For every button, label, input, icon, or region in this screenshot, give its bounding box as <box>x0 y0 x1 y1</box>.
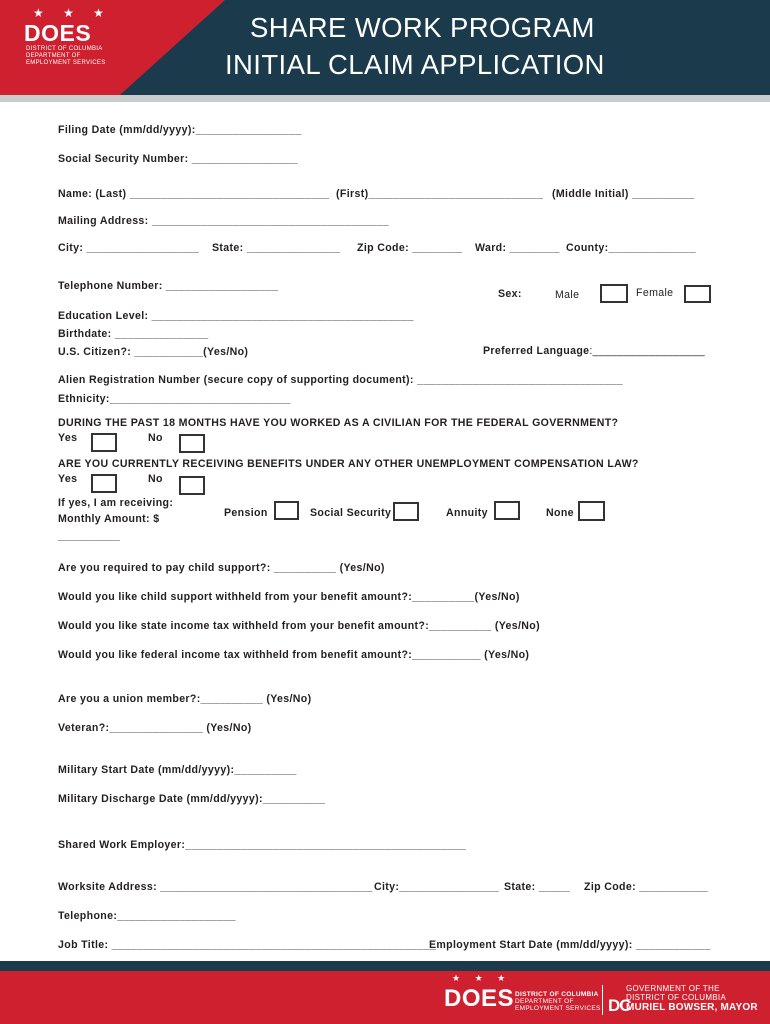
preferred-language-blank[interactable]: :__________________ <box>589 345 706 357</box>
education-field[interactable]: Education Level: __________________________________________ <box>58 310 414 322</box>
state-tax-withheld-field[interactable]: Would you like state income tax withheld from your benefit amount?:__________ (Yes/No) <box>58 620 541 632</box>
child-support-withheld-field[interactable]: Would you like child support withheld from your benefit amount?:__________(Yes/No) <box>58 591 520 603</box>
pension-checkbox[interactable] <box>274 501 299 520</box>
child-support-field[interactable]: Are you required to pay child support?: __________ (Yes/No) <box>58 562 385 574</box>
federal-yes-label: Yes <box>58 432 78 444</box>
footer-logo-text: DOES <box>444 985 515 1012</box>
veteran-field[interactable]: Veteran?:_______________ (Yes/No) <box>58 722 252 734</box>
footer-logo-sub1: DISTRICT OF COLUMBIA <box>515 991 599 998</box>
alien-registration-field[interactable]: Alien Registration Number (secure copy of supporting document): _________________________________ <box>58 374 624 386</box>
header-logo-sub2: DEPARTMENT OF <box>26 53 81 59</box>
gov-line2: DISTRICT OF COLUMBIA <box>626 993 727 1002</box>
monthly-amount-blank[interactable]: __________ <box>58 530 121 542</box>
federal-tax-withheld-field[interactable]: Would you like federal income tax withheld from benefit amount?:___________ (Yes/No) <box>58 649 530 661</box>
county-field[interactable]: County:______________ <box>566 242 696 254</box>
female-label: Female <box>636 287 674 299</box>
footer-divider <box>602 985 603 1015</box>
worksite-address-field[interactable]: Worksite Address: __________________________________ <box>58 881 373 893</box>
filing-date-field[interactable]: Filing Date (mm/dd/yyyy):_________________ <box>58 124 302 136</box>
federal-no-label: No <box>148 432 163 444</box>
dc-mark-icon: DC <box>608 996 631 1015</box>
page-title-line1: SHARE WORK PROGRAM <box>250 12 595 43</box>
military-start-field[interactable]: Military Start Date (mm/dd/yyyy):__________ <box>58 764 297 776</box>
none-label: None <box>546 507 574 519</box>
male-checkbox[interactable] <box>600 284 628 303</box>
other-benefits-question: ARE YOU CURRENTLY RECEIVING BENEFITS UNDER ANY OTHER UNEMPLOYMENT COMPENSATION LAW? <box>58 458 639 470</box>
header-logo-sub1: DISTRICT OF COLUMBIA <box>26 46 103 52</box>
shared-work-employer-field[interactable]: Shared Work Employer:_____________________________________________ <box>58 839 467 851</box>
ssn-field[interactable]: Social Security Number: _________________ <box>58 153 298 165</box>
middle-initial-field[interactable]: (Middle Initial) __________ <box>552 188 695 200</box>
male-label: Male <box>555 289 580 301</box>
preferred-language-field[interactable] <box>483 345 705 357</box>
annuity-label: Annuity <box>446 507 488 519</box>
pension-label: Pension <box>224 507 268 519</box>
benefits-no-label: No <box>148 473 163 485</box>
footer-logo-sub3: EMPLOYMENT SERVICES <box>515 1005 601 1012</box>
last-name-field[interactable]: Name: (Last) ________________________________ <box>58 188 330 200</box>
benefits-yes-checkbox[interactable] <box>91 474 117 493</box>
header-logo-text: DOES <box>24 20 92 46</box>
mailing-address-field[interactable]: Mailing Address: ______________________________________ <box>58 215 390 227</box>
worksite-zip-field[interactable]: Zip Code: ___________ <box>584 881 708 893</box>
state-field[interactable]: State: _______________ <box>212 242 341 254</box>
female-checkbox[interactable] <box>684 285 711 303</box>
zip-code-field[interactable]: Zip Code: ________ <box>357 242 463 254</box>
us-citizen-field[interactable]: U.S. Citizen?: ___________(Yes/No) <box>58 346 249 358</box>
worksite-telephone-field[interactable]: Telephone:___________________ <box>58 910 236 922</box>
preferred-language-label: Preferred Language <box>483 345 590 357</box>
gov-line3: MURIEL BOWSER, MAYOR <box>626 1002 758 1013</box>
ward-field[interactable]: Ward: ________ <box>475 242 560 254</box>
city-field[interactable]: City: __________________ <box>58 242 199 254</box>
social-security-checkbox[interactable] <box>393 502 419 521</box>
federal-no-checkbox[interactable] <box>179 434 205 453</box>
social-security-label: Social Security <box>310 507 392 519</box>
union-member-field[interactable]: Are you a union member?:__________ (Yes/No) <box>58 693 312 705</box>
employment-start-field[interactable]: Employment Start Date (mm/dd/yyyy): ____________ <box>429 939 711 951</box>
federal-yes-checkbox[interactable] <box>91 433 117 452</box>
first-name-field[interactable]: (First)____________________________ <box>336 188 544 200</box>
annuity-checkbox[interactable] <box>494 501 520 520</box>
military-discharge-field[interactable]: Military Discharge Date (mm/dd/yyyy):__________ <box>58 793 326 805</box>
footer-stars-icon: ★ ★ ★ <box>452 973 512 983</box>
worksite-city-field[interactable]: City:________________ <box>374 881 500 893</box>
worksite-state-field[interactable]: State: _____ <box>504 881 571 893</box>
ethnicity-field[interactable]: Ethnicity:_____________________________ <box>58 393 291 405</box>
logo-stars-icon: ★ ★ ★ <box>33 6 112 20</box>
header-logo-sub3: EMPLOYMENT SERVICES <box>26 60 106 66</box>
monthly-amount-field[interactable]: Monthly Amount: $ <box>58 513 160 525</box>
benefits-no-checkbox[interactable] <box>179 476 205 495</box>
footer-navy-band <box>0 961 770 971</box>
federal-work-question: DURING THE PAST 18 MONTHS HAVE YOU WORKED AS A CIVILIAN FOR THE FEDERAL GOVERNMENT? <box>58 417 619 429</box>
job-title-field[interactable]: Job Title: ____________________________________________________ <box>58 939 437 951</box>
none-checkbox[interactable] <box>578 501 605 521</box>
birthdate-field[interactable]: Birthdate: _______________ <box>58 328 209 340</box>
page-title-line2: INITIAL CLAIM APPLICATION <box>225 49 605 80</box>
receiving-label: If yes, I am receiving: <box>58 497 174 509</box>
footer-logo-sub2: DEPARTMENT OF <box>515 998 574 1005</box>
benefits-yes-label: Yes <box>58 473 78 485</box>
sex-label: Sex: <box>498 288 522 300</box>
header-divider <box>0 95 770 102</box>
telephone-field[interactable]: Telephone Number: __________________ <box>58 280 279 292</box>
gov-line1: GOVERNMENT OF THE <box>626 984 720 993</box>
